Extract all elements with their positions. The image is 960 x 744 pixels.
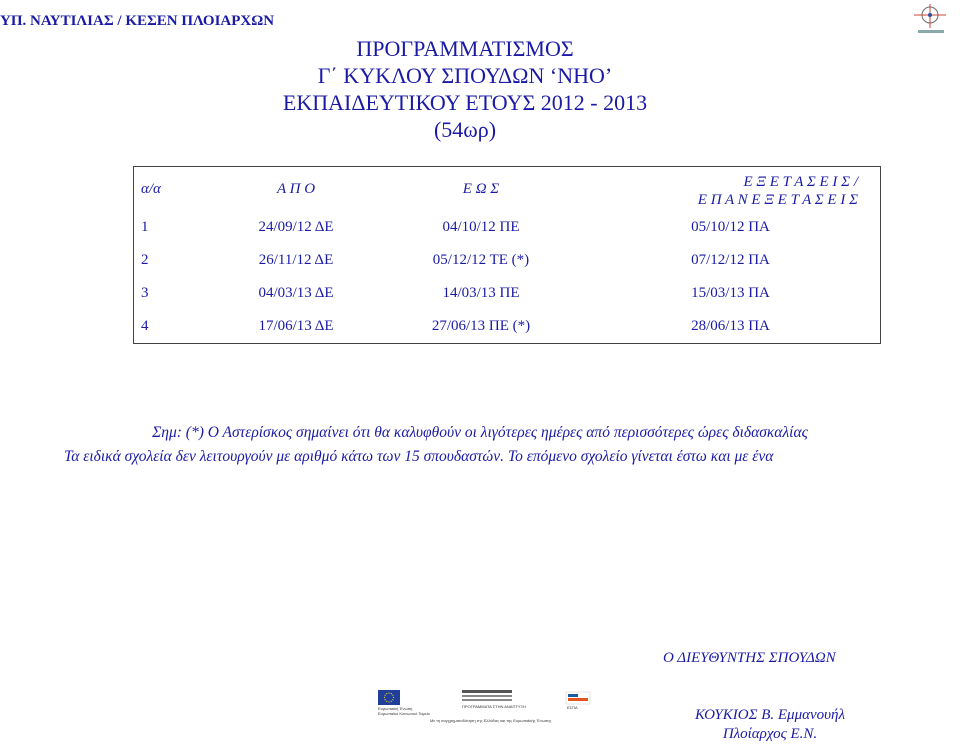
- table-row: [134, 277, 881, 310]
- cell-to: 05/12/12 ΤΕ (*): [432, 252, 530, 268]
- header-exams: [581, 167, 881, 212]
- document-title: [230, 35, 700, 143]
- title-line-2: Γ΄ ΚΥΚΛΟΥ ΣΠΟΥΔΩΝ ‘ΝΗΟ’: [317, 63, 613, 88]
- table-row: [134, 310, 881, 344]
- schedule-table: [133, 166, 881, 344]
- table-header-row: [134, 167, 881, 212]
- cell-exam: 28/06/13 ΠΑ: [691, 318, 770, 334]
- signer-rank: Πλοίαρχος Ε.Ν.: [722, 726, 818, 742]
- header-exams-line1: Ε Ξ Ε Τ Α Σ Ε Ι Σ /: [743, 173, 858, 190]
- program-logo-icon: [462, 690, 512, 701]
- cell-from: 17/06/13 ΔΕ: [258, 318, 334, 334]
- cell-exam: 05/10/12 ΠΑ: [691, 219, 770, 235]
- department-header: ΥΠ. ΝΑΥΤΙΛΙΑΣ / ΚΕΣΕΝ ΠΛΟΙΑΡΧΩΝ: [0, 13, 275, 29]
- cell-from: 24/09/12 ΔΕ: [258, 219, 334, 235]
- espa-caption: ΕΣΠΑ: [567, 705, 578, 710]
- header-to: Ε Ω Σ: [462, 180, 500, 197]
- cell-from: 04/03/13 ΔΕ: [258, 285, 334, 301]
- header-aa: α/α: [141, 180, 161, 197]
- cell-aa: 4: [141, 318, 149, 334]
- table-row: [134, 211, 881, 244]
- cell-from: 26/11/12 ΔΕ: [258, 252, 334, 268]
- signer-name: ΚΟΥΚΙΟΣ Β. Εμμανουήλ: [695, 707, 845, 723]
- cell-to: 04/10/12 ΠΕ: [442, 219, 520, 235]
- eu-fund-caption: Ευρωπαϊκό Κοινωνικό Ταμείο: [378, 711, 430, 716]
- signature-role: Ο ΔΙΕΥΘΥΝΤΗΣ ΣΠΟΥΔΩΝ: [663, 650, 836, 666]
- eu-flag-icon: [378, 690, 400, 705]
- title-line-1: ΠΡΟΓΡΑΜΜΑΤΙΣΜΟΣ: [356, 36, 574, 61]
- espa-logo-icon: [566, 692, 590, 704]
- header-exams-line2: Ε Π Α Ν Ε Ξ Ε Τ Α Σ Ε Ι Σ: [697, 191, 858, 208]
- header-from: Α Π Ο: [276, 180, 316, 197]
- cell-exam: 15/03/13 ΠΑ: [691, 285, 770, 301]
- signer-block: [680, 706, 860, 744]
- program-caption: ΠΡΟΓΡΑΜΜΑΤΑ ΣΤΗΝ ΑΝΑΠΤΥΞΗ: [462, 704, 526, 709]
- funding-logos: [378, 686, 598, 726]
- table-row: [134, 244, 881, 277]
- cell-aa: 1: [141, 219, 149, 235]
- title-line-3: ΕΚΠΑΙΔΕΥΤΙΚΟΥ ΕΤΟΥΣ 2012 - 2013: [282, 90, 648, 115]
- cofunding-caption: Με τη συγχρηματοδότηση της Ελλάδας και της Ευρωπαϊκής Ένωσης: [430, 718, 552, 723]
- title-line-4: (54ωρ): [433, 117, 497, 142]
- ministry-emblem-icon: [910, 2, 956, 36]
- cell-exam: 07/12/12 ΠΑ: [691, 252, 770, 268]
- cell-aa: 3: [141, 285, 149, 301]
- schools-note: Τα ειδικά σχολεία δεν λειτουργούν με αριθμό κάτω των 15 σπουδαστών. Το επόμενο σχολείο γίνεται έστω και με ένα: [64, 448, 774, 465]
- cell-aa: 2: [141, 252, 149, 268]
- asterisk-note: Σημ: (*) Ο Αστερίσκος σημαίνει ότι θα καλυφθούν οι λιγότερες ημέρες από περισσότερες ώρες διδασκαλίας: [152, 424, 808, 441]
- cell-to: 14/03/13 ΠΕ: [442, 285, 520, 301]
- cell-to: 27/06/13 ΠΕ (*): [431, 318, 531, 334]
- eu-caption: Ευρωπαϊκή Ένωση: [378, 706, 413, 711]
